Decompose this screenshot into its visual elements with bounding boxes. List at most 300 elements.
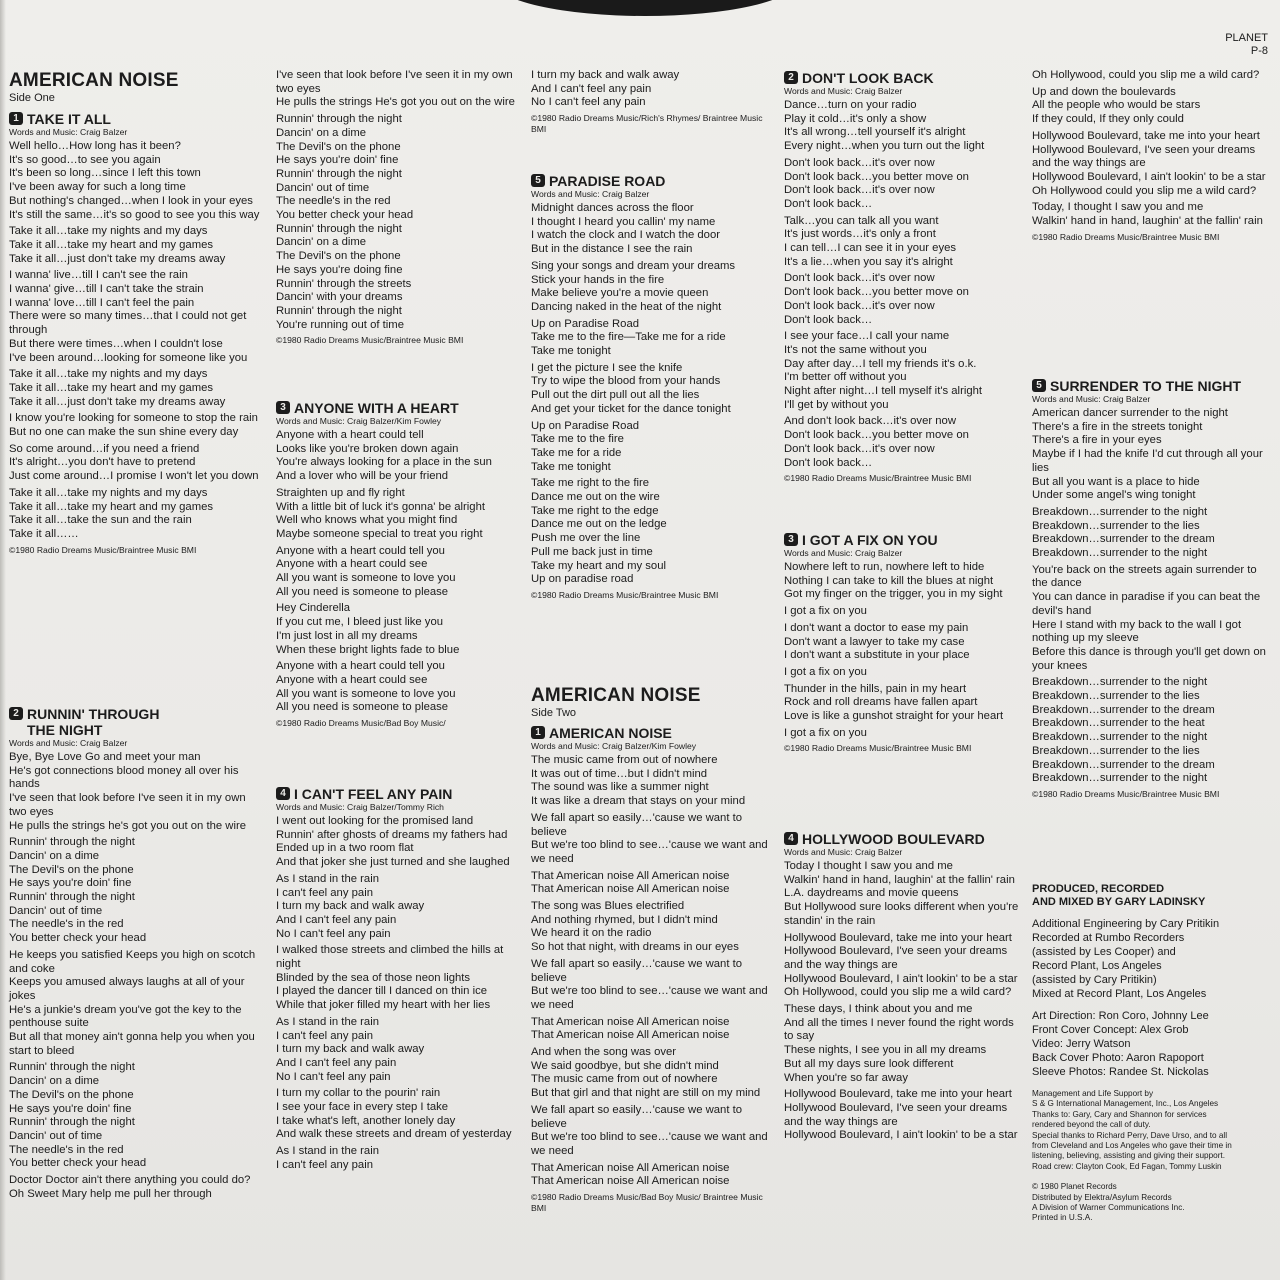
lyric-line: You better check your head <box>9 932 147 945</box>
lyric-line: Nowhere left to run, nowhere left to hide <box>784 561 985 573</box>
lyric-line: Runnin' through the night <box>276 222 402 235</box>
lyric-line: And don't look back…it's over now <box>784 415 956 428</box>
lyric-line: Hollywood Boulevard, take me into your heart <box>784 1088 1012 1101</box>
song-title-line-1: RUNNIN' THROUGH <box>27 706 160 722</box>
lyric-line: But nothing's changed…when I look in your eyes <box>9 194 253 207</box>
copyright-notice: ©1980 Radio Dreams Music/Braintree Music BMI <box>784 743 972 754</box>
lyric-stanza <box>9 949 263 1059</box>
lyric-line: There were so many times…that I could not get through <box>9 310 247 337</box>
credit-line: Special thanks to Richard Perry, Dave Urso, and to all <box>1032 1130 1228 1140</box>
lyric-line: Don't look back… <box>784 456 873 469</box>
lyric-line: No I can't feel any pain <box>276 1070 391 1083</box>
lyric-line: But we're too blind to see…'cause we want and we need <box>531 839 768 865</box>
lyric-line: Breakdown…surrender to the dream <box>1032 703 1215 716</box>
lyric-line: All you want is someone to love you <box>276 572 456 585</box>
lyric-stanza <box>531 1162 771 1189</box>
lyric-line: You're running out of time <box>276 318 404 331</box>
credit-line: Mixed at Record Plant, Los Angeles <box>1032 988 1207 1000</box>
lyric-line: The song was Blues electrified <box>531 900 685 913</box>
songwriter-credit: Words and Music: Craig Balzer <box>9 738 128 748</box>
lyric-line: I wanna' love…till I can't feel the pain <box>9 296 195 309</box>
lyric-line: So hot that night, with dreams in our eyes <box>531 941 739 954</box>
song-i-cant-feel-any-pain <box>276 786 520 1176</box>
lyric-line: I'll get by without you <box>784 398 889 411</box>
song-i-got-a-fix-on-you <box>784 532 1020 754</box>
lyric-stanza <box>9 751 263 833</box>
management-thanks <box>1032 1089 1268 1172</box>
side-two-header <box>531 685 771 724</box>
lyric-line: Take me right to the edge <box>531 504 659 517</box>
lyric-line: Oh Hollywood, could you slip me a wild card? <box>784 986 1012 999</box>
song-title <box>784 532 1020 548</box>
lyric-line: We fall apart so easily…'cause we want to believe <box>531 957 743 984</box>
lyric-line: It's not the same without you <box>784 343 927 356</box>
song-title-text: I GOT A FIX ON YOU <box>802 532 938 548</box>
lyric-line: I turn my back and walk away <box>531 69 680 81</box>
lyric-line: Every night…when you turn out the light <box>784 140 985 153</box>
song-title-text: TAKE IT ALL <box>27 111 111 127</box>
lyric-stanza <box>531 1046 771 1101</box>
lyric-line: Bye, Bye Love Go and meet your man <box>9 751 201 763</box>
lyric-line: But that girl and that night are still on my mind <box>531 1087 761 1100</box>
lyric-stanza <box>1032 676 1268 786</box>
songwriter-credit: Words and Music: Craig Balzer <box>784 847 903 857</box>
song-title-text: I CAN'T FEEL ANY PAIN <box>294 786 453 802</box>
song-title-text: DON'T LOOK BACK <box>802 70 934 86</box>
producer-heading-line-2: AND MIXED BY GARY LADINSKY <box>1032 896 1206 908</box>
lyric-line: I see your face in every step I take <box>276 1101 449 1114</box>
lyric-line: And nothing rhymed, but I didn't mind <box>531 913 718 926</box>
credit-line: A Division of Warner Communications Inc. <box>1032 1203 1185 1213</box>
lyric-line: The Devil's on the phone <box>9 1088 134 1101</box>
lyric-line: That American noise All American noise <box>531 1175 730 1188</box>
credit-line: Additional Engineering by Cary Pritikin <box>1032 918 1220 930</box>
lyric-stanza <box>276 545 520 600</box>
lyric-line: The Devil's on the phone <box>9 863 134 876</box>
lyric-line: If you cut me, I bleed just like you <box>276 616 444 629</box>
lyric-line: Breakdown…surrender to the lies <box>1032 744 1200 757</box>
credit-line: (assisted by Les Cooper) and <box>1032 946 1176 958</box>
lyric-line: I wanna' live…till I can't see the rain <box>9 269 188 282</box>
credit-line: © 1980 Planet Records <box>1032 1182 1117 1192</box>
lyric-line: Straighten up and fly right <box>276 486 405 499</box>
lyric-line: I watch the clock and I watch the door <box>531 229 721 242</box>
lyric-line: And that joker she just turned and she laughed <box>276 856 510 869</box>
songwriter-credit: Words and Music: Craig Balzer/Kim Fowley <box>531 741 697 751</box>
lyric-line: It's all wrong…tell yourself it's alright <box>784 126 966 139</box>
lyric-line: Runnin' through the night <box>276 167 402 180</box>
lyric-line: Hollywood Boulevard, I ain't lookin' to be a star <box>784 972 1018 985</box>
lyric-line: He's a junkie's dream you've got the key to the penthouse suite <box>9 1003 242 1030</box>
lyric-line: There's a fire in your eyes <box>1032 434 1162 447</box>
lyric-line: The needle's in the red <box>9 1143 124 1156</box>
track-number-badge: 5 <box>531 174 545 187</box>
lyric-stanza <box>276 1087 520 1142</box>
lyric-line: Breakdown…surrender to the dream <box>1032 758 1215 771</box>
track-number-badge: 5 <box>1032 379 1046 392</box>
lyric-line: I don't want a doctor to ease my pain <box>784 621 969 634</box>
lyric-line: Take it all…take my nights and my days <box>9 225 208 238</box>
lyric-line: Don't look back…you better move on <box>784 286 969 299</box>
album-title: AMERICAN NOISE <box>9 70 179 91</box>
track-number-badge: 4 <box>276 787 290 800</box>
lyric-stanza <box>9 412 263 439</box>
lyric-line: Take me for a ride <box>531 446 622 459</box>
lyric-line: Rock and roll dreams have fallen apart <box>784 696 978 709</box>
lyric-line: All you want is someone to love you <box>276 687 456 700</box>
song-hollywood-boulevard <box>784 831 1020 1146</box>
lyric-line: That American noise All American noise <box>531 1029 730 1042</box>
art-credits <box>1032 1009 1268 1079</box>
credit-line: Management and Life Support by <box>1032 1089 1154 1098</box>
lyric-line: Hollywood Boulevard, I've seen your dreams and the way things are <box>1032 143 1256 170</box>
lyric-stanza <box>276 815 520 870</box>
lyric-stanza <box>531 1104 771 1159</box>
lyric-stanza <box>9 443 263 484</box>
lyric-line: But we're too blind to see…'cause we want and we need <box>531 1131 768 1157</box>
lyric-line: Dance…turn on your radio <box>784 99 917 111</box>
lyric-line: Got my finger on the trigger, you in my sight <box>784 588 1003 601</box>
lyric-line: When these bright lights fade to blue <box>276 643 460 656</box>
song-title-text: ANYONE WITH A HEART <box>294 400 459 416</box>
lyric-stanza <box>1032 86 1268 127</box>
lyric-line: The music came from out of nowhere <box>531 1073 718 1086</box>
credit-line: (assisted by Cary Pritikin) <box>1032 974 1157 986</box>
copyright-notice: ©1980 Radio Dreams Music/Braintree Music BMI <box>784 473 972 484</box>
lyric-line: Runnin' through the night <box>9 836 135 849</box>
credit-line: Recorded at Rumbo Recorders <box>1032 932 1185 944</box>
lyric-line: Dancin' out of time <box>276 181 370 194</box>
lyric-line: That American noise All American noise <box>531 883 730 896</box>
lyric-line: No I can't feel any pain <box>531 96 646 109</box>
producer-heading-line-1: PRODUCED, RECORDED <box>1032 883 1165 895</box>
lyric-stanza <box>784 932 1020 1001</box>
credit-line: Front Cover Concept: Alex Grob <box>1032 1024 1189 1036</box>
lyric-line: Try to wipe the blood from your hands <box>531 375 721 388</box>
lyric-line: Under some angel's wing tonight <box>1032 489 1196 502</box>
track-number-badge: 4 <box>784 832 798 845</box>
credit-line: rendered beyond the call of duty. <box>1032 1120 1151 1130</box>
track-number-badge: 3 <box>784 533 798 546</box>
song-i-cant-continued <box>531 69 771 135</box>
lyric-line: I've seen that look before I've seen it in my own two eyes <box>9 792 246 818</box>
lyric-stanza <box>531 812 771 867</box>
copyright-notice: ©1980 Radio Dreams Music/Braintree Music BMI <box>1032 231 1220 242</box>
song-title <box>531 725 771 741</box>
lyric-stanza <box>1032 564 1268 674</box>
lyric-line: I've been away for such a long time <box>9 181 186 194</box>
lyric-line: I played the dancer till I danced on thin ice <box>276 985 488 998</box>
lyric-line: Take me tonight <box>531 460 611 473</box>
lyric-line: Runnin' through the night <box>9 1116 135 1129</box>
lyric-line: I've been around…looking for someone like you <box>9 351 248 364</box>
lyric-line: Before this dance is through you'll get down on your knees <box>1032 645 1266 672</box>
lyric-stanza <box>9 269 263 365</box>
lyric-line: And a lover who will be your friend <box>276 470 449 483</box>
lyric-line: Breakdown…surrender to the dream <box>1032 533 1215 546</box>
lyric-line: Today I thought I saw you and me <box>784 860 953 872</box>
lyric-line: Thunder in the hills, pain in my heart <box>784 682 967 695</box>
songwriter-credit: Words and Music: Craig Balzer <box>784 548 903 558</box>
lyric-line: Maybe someone special to treat you right <box>276 527 483 540</box>
lyric-line: When you're so far away <box>784 1071 908 1084</box>
lyric-line: Breakdown…surrender to the lies <box>1032 519 1200 532</box>
lyric-stanza <box>531 260 771 315</box>
lyric-line: He keeps you satisfied Keeps you high on scotch and coke <box>9 948 256 975</box>
side-two-label: Side Two <box>531 707 577 719</box>
lyric-line: But Hollywood sure looks different when you're standin' in the rain <box>784 901 1019 927</box>
lyric-line: I know you're looking for someone to stop the rain <box>9 412 258 425</box>
lyric-line: I got a fix on you <box>784 665 867 678</box>
lyric-stanza <box>1032 130 1268 199</box>
lyric-line: I take what's left, another lonely day <box>276 1114 456 1127</box>
lyric-line: But all you want is a place to hide <box>1032 475 1200 488</box>
lyric-stanza <box>9 487 263 542</box>
lyric-line: But no one can make the sun shine every day <box>9 426 239 439</box>
copyright-notice: ©1980 Radio Dreams Music/Bad Boy Music/ <box>276 718 446 729</box>
lyric-stanza <box>276 660 520 715</box>
track-number-badge: 2 <box>9 707 23 720</box>
lyric-line: Well who knows what you might find <box>276 514 458 527</box>
lyric-stanza <box>784 666 1020 680</box>
lyric-stanza <box>784 415 1020 470</box>
credit-line: Road crew: Clayton Cook, Ed Fagan, Tommy Luskin <box>1032 1161 1222 1171</box>
lyric-line: Take me right to the fire <box>531 477 650 490</box>
credit-line: Record Plant, Los Angeles <box>1032 960 1162 972</box>
lyric-line: Take it all…take my heart and my games <box>9 238 214 251</box>
lyric-line: All you need is someone to please <box>276 701 449 714</box>
lyric-line: Hollywood Boulevard, I ain't lookin' to be a star <box>1032 170 1266 183</box>
lyric-line: It was out of time…but I didn't mind <box>531 767 708 780</box>
lyric-line: Runnin' through the night <box>276 113 402 126</box>
songwriter-credit: Words and Music: Craig Balzer <box>9 127 128 137</box>
lyric-line: Walkin' hand in hand, laughin' at the fallin' rain <box>784 873 1015 886</box>
lyric-stanza <box>276 944 520 1013</box>
lyric-line: Walkin' hand in hand, laughin' at the fallin' rain <box>1032 215 1263 228</box>
lyric-line: As I stand in the rain <box>276 1145 379 1158</box>
lyric-line: I've seen that look before I've seen it in my own two eyes <box>276 69 513 95</box>
copyright-notice: ©1980 Radio Dreams Music/Braintree Music BMI <box>531 589 719 600</box>
lyric-line: Nothing I can take to kill the blues at night <box>784 574 994 587</box>
credit-line: Video: Jerry Watson <box>1032 1038 1131 1050</box>
lyric-line: Dancing naked in the heat of the night <box>531 300 722 313</box>
lyric-line: That American noise All American noise <box>531 1161 730 1174</box>
lyric-line: Take it all…… <box>9 527 79 540</box>
lyric-stanza <box>784 215 1020 270</box>
lyric-line: But in the distance I see the rain <box>531 243 693 256</box>
lyric-line: It's just words…it's only a front <box>784 228 936 241</box>
lyric-line: It's alright…you don't have to pretend <box>9 456 196 469</box>
lyric-line: Day after day…I tell my friends it's o.k. <box>784 357 977 370</box>
lyric-line: I can't feel any pain <box>276 1029 373 1042</box>
credit-line: S & G International Management, Inc., Los Angeles <box>1032 1099 1219 1109</box>
production-credits <box>1032 883 1268 1224</box>
lyric-line: And I can't feel any pain <box>276 1056 397 1069</box>
lyric-line: Hollywood Boulevard, take me into your heart <box>784 931 1012 944</box>
lyric-line: Hey Cinderella <box>276 602 351 615</box>
credit-line: Thanks to: Gary, Cary and Shannon for services <box>1032 1109 1207 1119</box>
lyric-line: You're always looking for a place in the sun <box>276 456 492 469</box>
song-title-text: PARADISE ROAD <box>549 173 666 189</box>
sleeve-fold-shadow <box>0 0 6 1280</box>
lyric-line: These days, I think about you and me <box>784 1003 973 1016</box>
lyric-line: That American noise All American noise <box>531 869 730 882</box>
lyric-stanza <box>784 622 1020 663</box>
credit-line: Art Direction: Ron Coro, Johnny Lee <box>1032 1010 1209 1022</box>
lyric-line: But there were times…when I couldn't lose <box>9 337 223 350</box>
lyric-line: Dancin' on a dime <box>9 849 100 862</box>
lyric-line: As I stand in the rain <box>276 1015 379 1028</box>
lyric-line: Dancin' out of time <box>9 904 103 917</box>
song-american-noise <box>531 725 771 1214</box>
lyric-line: The Devil's on the phone <box>276 140 401 153</box>
lyric-stanza <box>784 272 1020 327</box>
lyric-line: Don't look back…it's over now <box>784 184 935 197</box>
song-title-text: HOLLYWOOD BOULEVARD <box>802 831 985 847</box>
lyric-line: Maybe if I had the knife I'd cut through all your lies <box>1032 448 1263 474</box>
lyric-stanza <box>531 477 771 587</box>
lyric-stanza <box>531 1016 771 1043</box>
lyric-line: And I can't feel any pain <box>276 913 397 926</box>
lyric-line: Take me to the fire—Take me for a ride <box>531 331 726 344</box>
lyric-line: Oh Hollywood, could you slip me a wild card? <box>1032 69 1260 81</box>
lyric-line: I wanna' give…till I can't take the strain <box>9 283 204 296</box>
lyric-line: The needle's in the red <box>9 918 124 931</box>
lyric-line: Midnight dances across the floor <box>531 202 694 214</box>
song-title <box>784 831 1020 847</box>
song-runnin-continued <box>276 69 520 346</box>
credit-line: Distributed by Elektra/Asylum Records <box>1032 1192 1172 1202</box>
lyric-line: Breakdown…surrender to the lies <box>1032 690 1200 703</box>
lyric-line: Take it all…take the sun and the rain <box>9 514 192 527</box>
lyric-line: Just come around…I promise I won't let you down <box>9 470 259 483</box>
song-title <box>276 786 520 802</box>
lyric-line: We fall apart so easily…'cause we want to believe <box>531 1103 743 1130</box>
lyric-line: Breakdown…surrender to the heat <box>1032 717 1205 730</box>
lyric-line: Night after night…I tell myself it's alright <box>784 385 983 398</box>
lyric-line: He says you're doin' fine <box>276 154 399 167</box>
song-title-text: SURRENDER TO THE NIGHT <box>1050 378 1242 394</box>
lyric-line: The sound was like a summer night <box>531 781 709 794</box>
credit-line: Back Cover Photo: Aaron Rapoport <box>1032 1052 1204 1064</box>
legal-notice <box>1032 1182 1268 1224</box>
lyric-line: But we're too blind to see…'cause we want and we need <box>531 985 768 1011</box>
lyric-line: Don't look back…you better move on <box>784 429 969 442</box>
copyright-notice: ©1980 Radio Dreams Music/Rich's Rhymes/ Braintree Music BMI <box>531 113 763 135</box>
lyric-line: Runnin' through the streets <box>276 277 412 290</box>
track-number-badge: 3 <box>276 401 290 414</box>
lyric-line: I got a fix on you <box>784 605 867 618</box>
lyric-stanza <box>531 870 771 897</box>
lyric-stanza <box>784 99 1020 154</box>
song-title <box>784 70 1020 86</box>
lyric-line: Don't look back…it's over now <box>784 156 935 169</box>
lyric-line: So come around…if you need a friend <box>9 442 200 455</box>
lyric-line: These nights, I see you in all my dreams <box>784 1044 987 1057</box>
songwriter-credit: Words and Music: Craig Balzer <box>531 189 650 199</box>
lyric-line: We fall apart so easily…'cause we want to believe <box>531 811 743 838</box>
lyric-line: Don't look back…it's over now <box>784 272 935 285</box>
lyric-stanza <box>531 362 771 417</box>
copyright-notice: ©1980 Radio Dreams Music/Braintree Music BMI <box>9 544 197 555</box>
lyric-stanza <box>9 1174 263 1201</box>
lyric-line: I turn my collar to the pourin' rain <box>276 1087 441 1100</box>
catalog-code: P-8 <box>1250 45 1268 57</box>
lyric-stanza <box>784 683 1020 724</box>
lyric-stanza <box>531 754 771 809</box>
lyric-line: He says you're doin' fine <box>9 877 132 890</box>
songwriter-credit: Words and Music: Craig Balzer <box>784 86 903 96</box>
lyric-line: He pulls the strings He's got you out on the wire <box>276 96 515 109</box>
lyric-line: It's so good…to see you again <box>9 153 161 166</box>
lyric-line: Blinded by the sea of those neon lights <box>276 971 471 984</box>
lyric-stanza <box>1032 506 1268 561</box>
lyric-line: Play it cold…it's only a show <box>784 112 927 125</box>
lyric-line: I can tell…I can see it in your eyes <box>784 242 957 255</box>
lyric-line: If they could, If they only could <box>1032 113 1184 126</box>
lyric-line: Doctor Doctor ain't there anything you could do? <box>9 1174 251 1187</box>
songwriter-credit: Words and Music: Craig Balzer/Kim Fowley <box>276 416 442 426</box>
lyric-line: Hollywood Boulevard, I've seen your dreams and the way things are <box>784 1101 1008 1128</box>
lyric-stanza <box>784 561 1020 602</box>
lyric-line: Don't look back… <box>784 313 873 326</box>
lyric-stanza <box>276 429 520 484</box>
lyric-stanza <box>276 873 520 942</box>
lyric-line: Don't look back…it's over now <box>784 299 935 312</box>
song-title-text <box>27 706 159 738</box>
lyric-line: Anyone with a heart could see <box>276 673 428 686</box>
lyric-stanza <box>9 1061 263 1171</box>
lyric-line: Breakdown…surrender to the night <box>1032 731 1208 744</box>
lyric-line: Anyone with a heart could see <box>276 558 428 571</box>
lyric-line: You can dance in paradise if you can beat the devil's hand <box>1032 591 1261 617</box>
lyric-line: Pull out the dirt pull out all the lies <box>531 389 700 402</box>
copyright-notice: ©1980 Radio Dreams Music/Bad Boy Music/ Braintree Music BMI <box>531 1192 763 1214</box>
credit-line: listening, believing, assisting and giving their support. <box>1032 1151 1225 1161</box>
lyric-line: I'm just lost in all my dreams <box>276 629 418 642</box>
lyric-line: Breakdown…surrender to the night <box>1032 547 1208 560</box>
lyric-stanza <box>9 836 263 946</box>
lyric-stanza <box>784 1003 1020 1085</box>
lyric-line: Take it all…take my heart and my games <box>9 381 214 394</box>
lyric-line: Take me to the fire <box>531 433 624 446</box>
lyric-stanza <box>276 487 520 542</box>
lyric-line: You're back on the streets again surrender to the dance <box>1032 563 1257 590</box>
lyric-line: Up on Paradise Road <box>531 419 640 432</box>
lyric-line: But all my days sure look different <box>784 1057 954 1070</box>
engineering-credits <box>1032 917 1268 1001</box>
lyric-stanza <box>531 958 771 1013</box>
song-take-it-all <box>9 111 263 556</box>
lyric-stanza <box>9 368 263 409</box>
record-edge-notch <box>495 0 795 16</box>
lyric-line: And get your ticket for the dance tonight <box>531 402 731 415</box>
lyric-line: Breakdown…surrender to the night <box>1032 505 1208 518</box>
lyric-line: I walked those streets and climbed the hills at night <box>276 944 504 971</box>
lyric-line: He pulls the strings he's got you out on the wire <box>9 819 247 832</box>
songwriter-credit: Words and Music: Craig Balzer/Tommy Rich <box>276 802 444 812</box>
lyric-line: There's a fire in the streets tonight <box>1032 420 1203 433</box>
songwriter-credit: Words and Music: Craig Balzer <box>1032 394 1151 404</box>
lyric-stanza <box>276 602 520 657</box>
copyright-notice: ©1980 Radio Dreams Music/Braintree Music BMI <box>1032 788 1220 799</box>
song-paradise-road <box>531 173 771 601</box>
lyric-stanza <box>531 900 771 955</box>
lyric-line: Love is like a gunshot straight for your heart <box>784 710 1004 723</box>
lyric-line: I thought I heard you callin' my name <box>531 215 716 228</box>
lyric-line: Runnin' through the night <box>276 304 402 317</box>
lyric-stanza <box>531 318 771 359</box>
